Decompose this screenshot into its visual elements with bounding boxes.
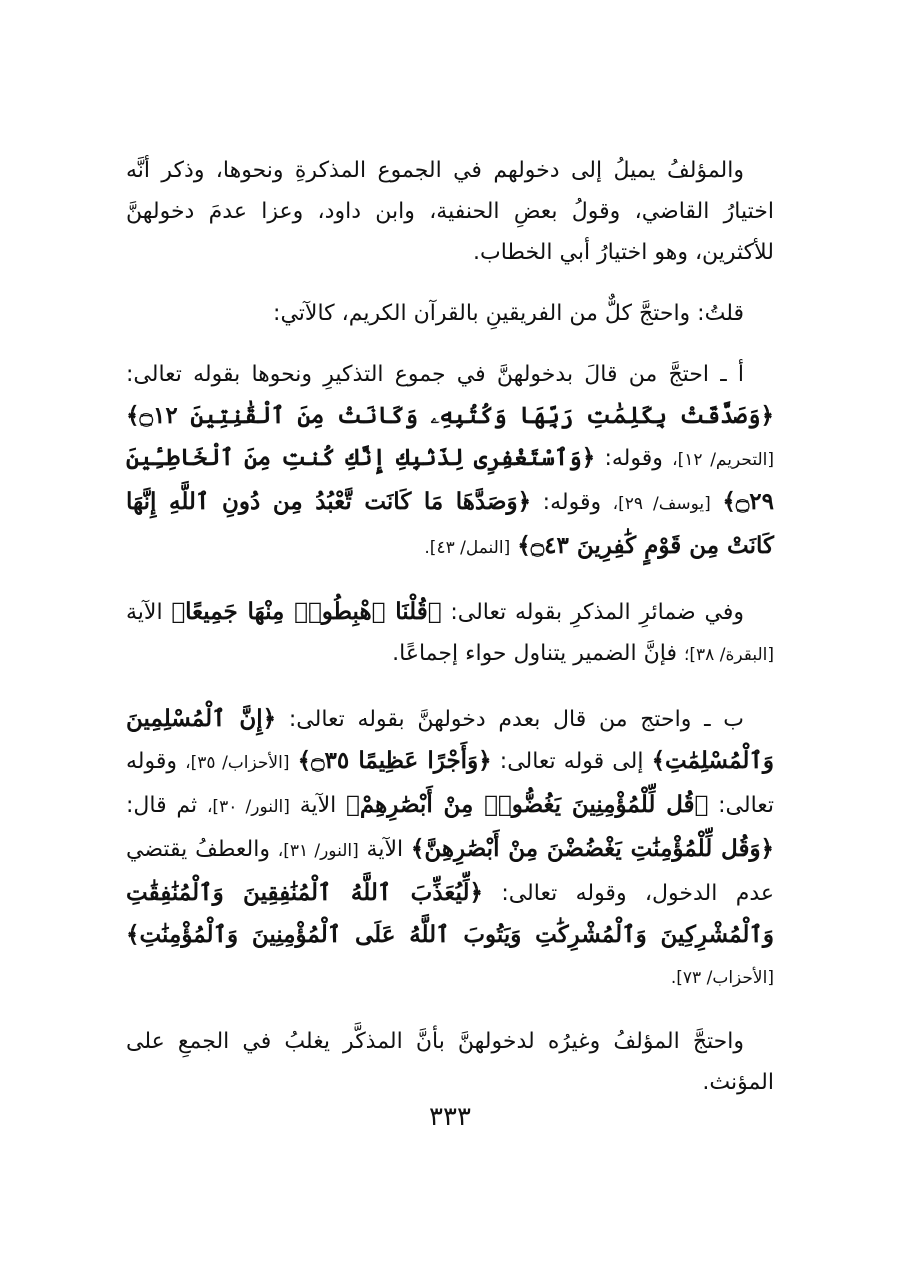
quran-verse: ﴿قُلْنَا ٱهْبِطُوا۟ مِنْهَا جَمِيعًا﴾ <box>171 598 442 625</box>
quran-verse: ﴿وَصَدَّقَتْ بِكَلِمَٰتِ رَبِّهَا وَكُتُبِهِۦ وَكَانَتْ مِنَ ٱلْقَٰنِتِينَ ۝١٢﴾ <box>126 402 774 429</box>
verse-reference: [النور/ ٣٠]، <box>206 797 290 817</box>
quran-verse: ﴿وَٱسْتَغْفِرِى لِذَنۢبِكِ إِنَّكِ كُنتِ مِنَ ٱلْخَاطِـِٔينَ ۝٢٩﴾ <box>126 444 775 515</box>
argument-intro: وفي ضمائرِ المذكرِ بقوله تعالى: <box>450 600 744 625</box>
connector-text: وقوله: <box>604 446 663 471</box>
connector-text: وقوله: <box>542 490 602 515</box>
connector-text: إلى قوله تعالى: <box>499 749 644 774</box>
verse-reference: [الأحزاب/ ٣٥]، <box>185 753 290 773</box>
connector-text: الآية <box>366 837 404 862</box>
paragraph-pronouns <box>126 591 774 676</box>
paragraph-argument-inclusion <box>126 354 774 569</box>
connector-text: فإنَّ الضمير يتناول حواء إجماعًا. <box>392 641 677 666</box>
argument-intro: ب ـ واحتج من قال بعدم دخولهنَّ بقوله تعالى: <box>288 707 744 732</box>
text-body <box>126 150 774 1103</box>
connector-text: الآية <box>126 600 163 625</box>
quran-verse: ﴿وَقُل لِّلْمُؤْمِنَٰتِ يَغْضُضْنَ مِنْ أَبْصَٰرِهِنَّ﴾ <box>410 835 775 862</box>
quran-verse: ﴿إِنَّ ٱلْمُسْلِمِينَ وَٱلْمُسْلِمَٰتِ﴾ <box>126 705 774 774</box>
verse-reference: [النور/ ٣١]، <box>277 841 359 861</box>
quran-verse: ﴿قُل لِّلْمُؤْمِنِينَ يَغُضُّوا۟ مِنْ أَبْصَٰرِهِمْ﴾ <box>346 791 709 818</box>
connector-text: الآية <box>299 793 337 818</box>
connector-text: والعطفُ يقتضي عدم الدخول، وقوله تعالى: <box>126 837 775 906</box>
paragraph-author-argument: واحتجَّ المؤلفُ وغيرُه لدخولهنَّ بأنَّ المذكَّر يغلبُ في الجمعِ على المؤنث. <box>126 1029 774 1095</box>
quran-verse: ﴿وَأَجْرًا عَظِيمًا ۝٣٥﴾ <box>297 747 492 774</box>
page-number: ٣٣٣ <box>429 1102 471 1132</box>
connector-text: ثم قال: <box>126 793 198 818</box>
verse-reference: [البقرة/ ٣٨]؛ <box>684 645 774 665</box>
paragraph-argument-exclusion <box>126 698 774 999</box>
paragraph-author-view: والمؤلفُ يميلُ إلى دخولهم في الجموع المذكرةِ ونحوها، وذكر أنَّه اختيارُ القاضي، وقولُ بعضِ الحنفية، وابن داود، وعزا عدمَ دخولهنَّ للأكثرين، وهو اختيارُ أبي الخطاب. <box>126 158 774 265</box>
paragraph-both-sides: قلتُ: واحتجَّ كلٌّ من الفريقينِ بالقرآن الكريم، كالآتي: <box>273 301 744 326</box>
verse-reference: [يوسف/ ٢٩]، <box>612 494 711 514</box>
verse-reference: [النمل/ ٤٣]. <box>424 538 511 558</box>
verse-reference: [الأحزاب/ ٧٣]. <box>670 968 774 988</box>
verse-reference: [التحريم/ ١٢]، <box>672 450 774 470</box>
quran-verse: ﴿لِّيُعَذِّبَ ٱللَّهُ ٱلْمُنَٰفِقِينَ وَٱلْمُنَٰفِقَٰتِ وَٱلْمُشْرِكِينَ وَٱلْمُشْرِكَٰتِ وَيَتُوبَ ٱللَّهُ عَلَى ٱلْمُؤْمِنِينَ وَٱلْمُؤْمِنَٰتِ﴾ <box>126 879 774 948</box>
connector-text: وقوله تعالى: <box>126 749 775 818</box>
quran-verse: ﴿وَصَدَّهَا مَا كَانَت تَّعْبُدُ مِن دُونِ ٱللَّهِ إِنَّهَا كَانَتْ مِن قَوْمٍ كَٰفِرِينَ ۝٤٣﴾ <box>126 488 774 559</box>
argument-intro: أ ـ احتجَّ من قالَ بدخولهنَّ في جموع التذكيرِ ونحوها بقوله تعالى: <box>126 362 744 387</box>
